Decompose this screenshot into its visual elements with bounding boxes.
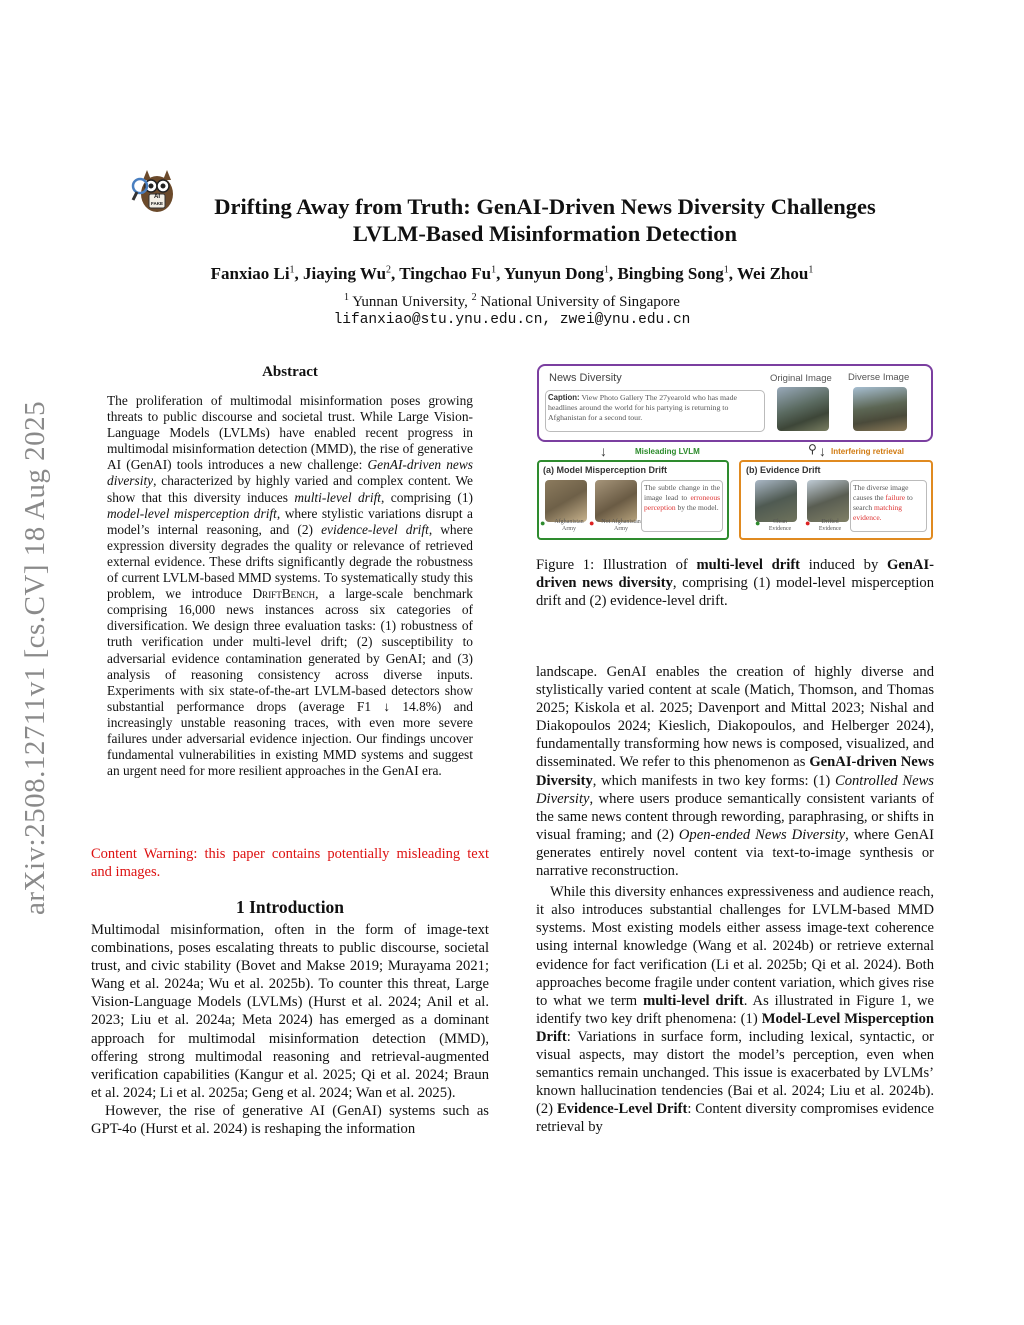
- afghanistan-army-image: [545, 480, 587, 522]
- affiliation-2: National University of Singapore: [480, 294, 680, 310]
- figure-caption-text: [548, 393, 762, 423]
- body-text: , which manifests in two key forms: (1): [592, 772, 835, 789]
- figure-1: [537, 364, 933, 542]
- search-icon: ⚲: [808, 442, 817, 456]
- intro-right-column: [536, 663, 934, 1136]
- abstract-emphasis: GenAI-driven news diversity: [107, 457, 474, 489]
- intro-paragraph: Multimodal misinformation, often in the form of image-text combinations, poses escalating threats to public discourse, societal trust, and civic stability (Bovet and Makse 2019; Murayama 2021; Wang et al. 2024a; Wu et al. 2025b). To counter this threat, Large Vision-Language Models (LVLMs) (Hurst et al. 2024; Anil et al. 2023; Liu et al. 2024a; Meta 2024) has emerged as a dominant approach for multimodal misinformation detection (MMD), offering strong multimodal reasoning and retrieval-augmented verification capabilities (Kangur et al. 2025; Qi et al. 2024; Braun et al. 2024; Li et al. 2025a; Geng et al. 2024; Wan et al. 2025).: [91, 922, 489, 1101]
- body-bold: GenAI-driven News Diversity: [536, 754, 935, 789]
- intro-heading: 1 Introduction: [235, 897, 345, 917]
- panel-a-highlight: erroneous perception: [644, 493, 721, 512]
- news-diversity-label: News Diversity: [549, 372, 622, 384]
- abstract-text: The proliferation of multimodal misinformation poses growing threats to public discourse and societal trust. While Large Vision-Language Models (LVLMs) have enabled recent progress in multimodal misinformation detection (MMD), the rise of generative AI (GenAI) tools introduces a new challenge:: [107, 393, 473, 473]
- paper-title-line-1: Drifting Away from Truth: GenAI-Driven News Diversity Challenges: [214, 194, 876, 219]
- panel-a-title: (a) Model Misperception Drift: [543, 465, 668, 475]
- affiliation-1: Yunnan University,: [352, 294, 468, 310]
- panel-a-text: by the model.: [677, 503, 719, 512]
- drifted-evidence-label: Drifted Evidence: [818, 519, 842, 532]
- author-name: Bingbing Song: [617, 264, 724, 283]
- caption-bold: GenAI-driven news diversity: [536, 557, 934, 592]
- afghanistan-army-label: Afghanistan Army: [554, 519, 584, 532]
- author-name: Yunyun Dong: [503, 264, 604, 283]
- body-text: landscape. GenAI enables the creation of highly diverse and stylistically varied content at scale (Matich, Thomson, and Thomas 2025; Kiskola et al. 2025; Davenport and Mittal 2023; Nishal and Diakopoulos 2024; Kieslich, Diakopoulos, and Helberger 2024), fundamentally transforming how news is composed, visualized, and disseminated. We refer to this phenomenon as: [536, 664, 934, 771]
- paper-title-line-2: LVLM-Based Misinformation Detection: [352, 221, 738, 246]
- abstract-heading: Abstract: [262, 364, 318, 380]
- caption-body: View Photo Gallery The 27yearold who has made headlines around the world for his partying is returning to Afghanistan for a second tour.: [548, 393, 737, 422]
- mascot-sign-text-ai: AI: [154, 194, 160, 200]
- abstract-text: , where expression diversity degrades the quality or relevance of retrieved external evidence. These drifts significantly degrade the robustness of current LVLM-based MMD systems. To systematically study this problem, we introduce: [107, 521, 473, 602]
- author-affil-sup: 1: [491, 264, 497, 276]
- panel-b-highlight: matching evidence.: [853, 503, 902, 522]
- not-afghanistan-army-image: [595, 480, 637, 522]
- author-name: Fanxiao Li: [210, 264, 290, 283]
- abstract-emphasis: multi-level drift: [294, 489, 382, 505]
- caption-text: induced by: [800, 557, 887, 573]
- misleading-lvlm-label: Misleading LVLM: [635, 447, 700, 456]
- affiliations: [0, 292, 1024, 311]
- body-emphasis: Open-ended News Diversity: [678, 826, 846, 843]
- arrow-down-icon: ↓: [600, 443, 607, 459]
- cross-icon: ●: [805, 518, 811, 528]
- abstract-text: , comprising (1): [381, 489, 473, 505]
- author-affil-sup: 2: [386, 264, 392, 276]
- not-afghanistan-army-label: Not Afghanistan Army: [601, 519, 641, 532]
- author-affil-sup: 1: [289, 264, 295, 276]
- body-bold: Model-Level Misperception Drift: [536, 1010, 934, 1045]
- intro-paragraph: [536, 883, 934, 1136]
- abstract-text: , a large-scale benchmark comprising 16,000 news instances across six categories of diversification. We design three evaluation tasks: (1) robustness of truth verification under multi-level drift; (2) susceptibility to adversarial evidence contamination generated by GenAI; and (3) analysis of reasoning consistency across diverse inputs. Experiments with six state-of-the-art LVLM-based detectors show substantial performance drops (average F1 ↓ 14.8%) and increasingly unstable reasoning traces, with even more severe failures under adversarial evidence injection. Our findings uncover fundamental vulnerabilities in existing MMD systems and suggest an urgent need for more resilient approaches in the GenAI era.: [107, 586, 473, 779]
- author-emails: lifanxiao@stu.ynu.edu.cn, zwei@ynu.edu.cn: [333, 312, 691, 328]
- figure-1-caption: [536, 556, 934, 610]
- author-affil-sup: 1: [808, 264, 814, 276]
- abstract-emphasis: model-level misperception drift: [107, 505, 277, 521]
- panel-a-text: The subtle change in the image lead to: [644, 483, 720, 502]
- panel-b-title: (b) Evidence Drift: [746, 465, 821, 475]
- caption-bold: multi-level drift: [696, 557, 801, 573]
- intro-left-column: [91, 921, 489, 1138]
- body-text: , where GenAI generates entirely novel content via text-to-image synthesis or narrative reconstruction.: [536, 826, 935, 880]
- panel-b-text: The diverse image causes the: [853, 483, 909, 502]
- abstract-text: , characterized by highly varied and complex content. We show that this diversity induces: [107, 473, 473, 505]
- arxiv-side-label: arXiv:2508.12711v1 [cs.CV] 18 Aug 2025: [19, 400, 51, 915]
- panel-b-highlight: failure: [885, 493, 906, 502]
- original-helicopter-image: [777, 387, 829, 431]
- abstract-text: , where stylistic variations disrupt a model’s internal reasoning, and (2): [107, 505, 473, 537]
- body-bold: Evidence-Level Drift: [556, 1101, 688, 1118]
- author-affil-sup: 1: [603, 264, 609, 276]
- body-bold: multi-level drift: [643, 992, 744, 1009]
- body-text: : Content diversity compromises evidence retrieval by: [536, 1101, 935, 1136]
- check-icon: ●: [540, 518, 546, 528]
- intro-paragraph: [536, 663, 934, 880]
- author-name: Tingchao Fu: [399, 264, 492, 283]
- mascot-sign-text-fake: FAKE: [150, 201, 163, 206]
- check-icon: ●: [755, 518, 761, 528]
- intro-paragraph: However, the rise of generative AI (GenAI) systems such as GPT-4o (Hurst et al. 2024) is reshaping the information: [91, 1102, 489, 1138]
- interfering-retrieval-label: Interfering retrieval: [831, 447, 904, 456]
- clean-evidence-image: [755, 480, 797, 522]
- diverse-image-label: Diverse Image: [848, 372, 910, 383]
- body-text: . As illustrated in Figure 1, we identify two key drift phenomena: (1): [536, 992, 934, 1027]
- panel-a-explanation: [644, 483, 720, 513]
- body-emphasis: Controlled News Diversity: [536, 772, 934, 807]
- author-affil-sup: 1: [723, 264, 729, 276]
- author-list: Fanxiao Li$^1$, Jiaying Wu$^2$, Tingchao Fu$^1$, Yunyun Dong$^1$, Bingbing Song$^1$, Wei Zhou$^1$: [210, 264, 814, 283]
- caption-text: , comprising (1) model-level misperception drift and (2) evidence-level drift.: [536, 575, 934, 610]
- affil-sup: 2: [471, 292, 477, 303]
- caption-label: Caption:: [548, 393, 580, 402]
- author-name: Jiaying Wu: [303, 264, 387, 283]
- clean-evidence-label: Clean Evidence: [768, 519, 792, 532]
- panel-b-text: to search: [853, 493, 913, 512]
- drifted-evidence-image: [807, 480, 849, 522]
- arrow-down-icon: ↓: [819, 443, 826, 459]
- abstract-emphasis: evidence-level drift: [321, 521, 429, 537]
- cross-icon: ●: [589, 518, 595, 528]
- original-image-label: Original Image: [770, 373, 832, 384]
- affil-sup: 1: [344, 292, 350, 303]
- abstract-body: [107, 393, 473, 779]
- panel-b-explanation: [853, 483, 924, 523]
- body-text: , where users produce semantically consistent variants of the same news content through rewording, paraphrasing, or shifts in visual framing; and (2): [536, 790, 934, 843]
- caption-text: Figure 1: Illustration of: [536, 557, 697, 573]
- content-warning: Content Warning: this paper contains potentially misleading text and images.: [91, 846, 489, 880]
- author-name: Wei Zhou: [736, 264, 809, 283]
- body-text: : Variations in surface form, including lexical, syntactic, or visual aspects, may distort the model’s perception, even when semantics remain unchanged. This issue is exacerbated by LVLMs’ known hallucination tendencies (Bai et al. 2024; Liu et al. 2024b). (2): [536, 1028, 934, 1118]
- diverse-helicopter-image: [853, 387, 907, 431]
- body-text: While this diversity enhances expressiveness and audience reach, it also introduces substantial challenges for LVLM-based MMD systems. Most existing models either assess image-text coherence using internal knowledge (Wang et al. 2024b) or retrieve external evidence for fact verification (Li et al. 2025b; Qi et al. 2024). Both approaches become fragile under content variation, which gives rise to what we term: [536, 884, 934, 1009]
- benchmark-name: DriftBench: [252, 586, 316, 602]
